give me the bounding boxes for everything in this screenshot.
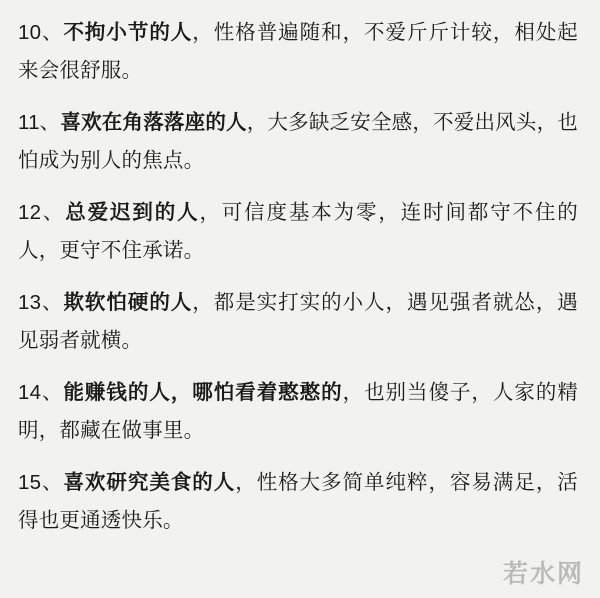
watermark: 若水网 [502,561,584,588]
list-item-emphasis: 喜欢研究美食的人 [63,471,236,494]
list-item-text: ，都是实打实的小人，遇见强者就怂，遇见弱者就横。 [18,291,578,352]
list-item-emphasis: 不拘小节的人 [63,21,193,44]
list-item-emphasis: 喜欢在角落落座的人 [60,111,247,134]
list-item-number: 11、 [18,111,61,134]
list-item [18,374,578,450]
list-item-text: ，大多缺乏安全感，不爱出风头，也怕成为别人的焦点。 [18,111,578,172]
list-item [18,284,578,360]
list-item-number: 12、 [18,201,66,224]
list-item-emphasis: 能赚钱的人，哪怕看着憨憨的 [63,381,343,404]
list-item-number: 10、 [18,21,64,44]
list-item-text: ，性格普遍随和，不爱斤斤计较，相处起来会很舒服。 [18,21,578,82]
list-item-text: ，性格大多简单纯粹，容易满足，活得也更通透快乐。 [18,471,579,532]
list-item [18,14,578,90]
list-item-number: 15、 [18,471,64,494]
list-item [18,104,578,180]
list-item-emphasis: 总爱迟到的人 [65,201,200,224]
list-item [18,194,578,270]
list-item-emphasis: 欺软怕硬的人 [63,291,193,314]
list-item [18,464,578,540]
list-item-number: 13、 [18,291,64,314]
list-item-text: ，也别当傻子，人家的精明，都藏在做事里。 [18,381,579,442]
list-item-text: ，可信度基本为零，连时间都守不住的人，更守不住承诺。 [18,201,578,262]
list-item-number: 14、 [18,381,64,404]
